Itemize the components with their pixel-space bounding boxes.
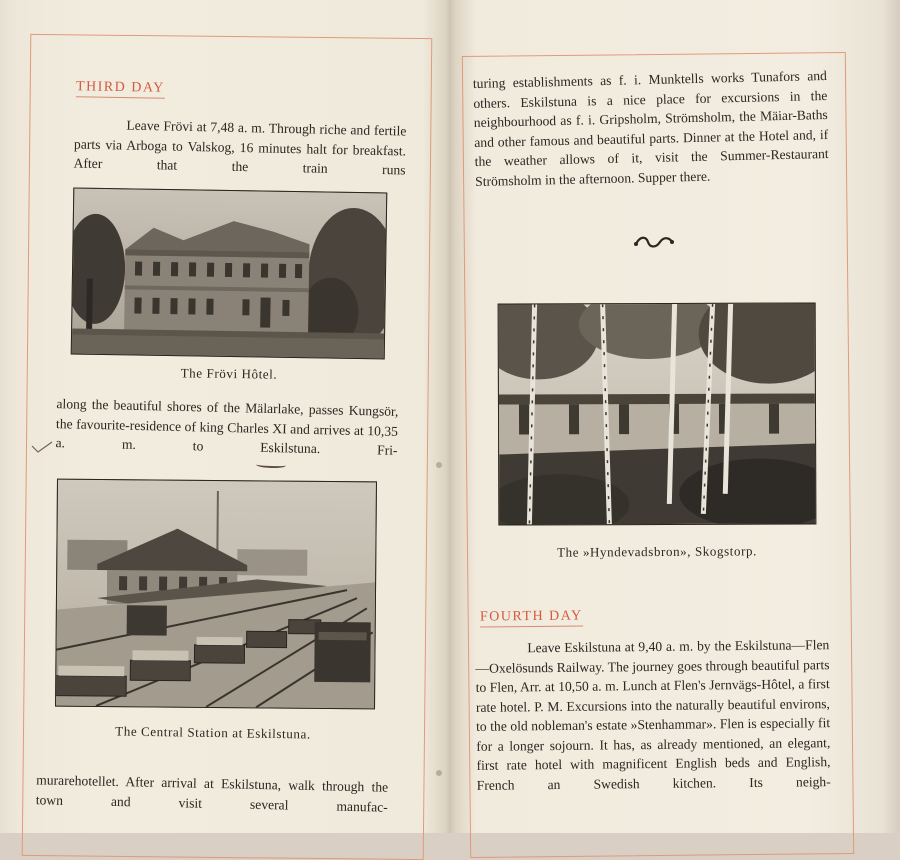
- left-page: [18, 0, 438, 833]
- hyndevadsbron-photo: [498, 302, 817, 525]
- hyndevadsbron-caption: The »Hyndevadsbron», Skogstorp.: [557, 543, 757, 560]
- right-page: [452, 0, 888, 833]
- third-day-paragraph-2: along the beautiful shores of the Mälarlake, passes Kungsör, the favourite-residence of king Charles XI and arrives at 10,35 a. m. to Eskilstuna. Fri-: [55, 396, 399, 458]
- hyndevadsbron-illustration: [499, 303, 816, 524]
- binding-staple-top: [436, 462, 442, 468]
- third-day-paragraph-3: murarehotellet. After arrival at Eskilstuna, walk through the town and visit several manufac-: [35, 772, 389, 815]
- frovi-hotel-caption: The Frövi Hôtel.: [180, 365, 278, 382]
- central-station-illustration: [56, 480, 376, 709]
- central-station-caption: The Central Station at Eskilstuna.: [115, 723, 311, 742]
- fourth-day-paragraph: Leave Eskilstuna at 9,40 a. m. by the Eskilstuna—Flen—Oxelösunds Railway. The journey goes through beautiful parts to Flen, Arr. at 10,50 a. m. Lunch at Flen's Jernvägs-Hôtel, a first rate hotel. P. M. Excursions into the naturally beautiful environs, to the old nobleman's estate »Stenhammar». Flen is especially fit for a longer sojourn. It has, as already mentioned, an elegant, first rate hotel with magnificent English beds and English, French an Swedish kitchen. Its neigh-: [475, 637, 831, 793]
- central-station-photo: [55, 479, 377, 710]
- third-day-continued-paragraph: turing establishments as f. i. Munktells works Tunafors and others. Eskilstuna is a nice place for excursions in the neighbourhood as f. i. Gripsholm, Strömsholm, the Mäiar-Baths and other famous and beautiful parts. Dinner at the Hotel and, if the weather allows of it, visit the Summer-Restaurant Strömsholm in the afternoon. Supper there.: [472, 67, 829, 189]
- pencil-tick-mark: [30, 440, 54, 454]
- third-day-heading: THIRD DAY: [76, 79, 165, 99]
- ornament-flourish-icon: [632, 232, 676, 252]
- frovi-hotel-photo: [71, 188, 388, 360]
- binding-staple-bottom: [436, 770, 442, 776]
- third-day-paragraph-1: Leave Frövi at 7,48 a. m. Through riche and fertile parts via Arboga to Valskog, 16 minutes halt for breakfast. After that the train runs: [73, 117, 407, 178]
- frovi-hotel-illustration: [72, 189, 387, 359]
- fourth-day-heading: FOURTH DAY: [480, 608, 583, 627]
